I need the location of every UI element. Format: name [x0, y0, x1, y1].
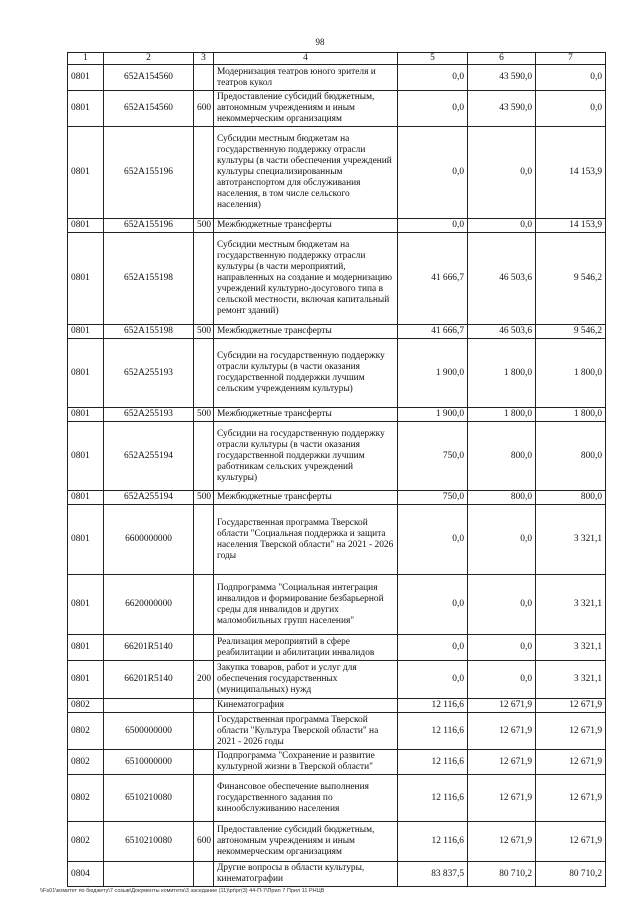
table-row: [68, 408, 606, 422]
col-header-expense-type: 3: [194, 53, 214, 65]
table-row: [68, 661, 606, 699]
cell-amount-1: 1 900,0: [398, 339, 468, 408]
cell-section: 0802: [68, 775, 104, 822]
table-row: [68, 699, 606, 713]
cell-amount-3: 12 671,9: [536, 822, 606, 862]
cell-amount-2: 43 590,0: [468, 91, 536, 127]
cell-expense-type: 500: [194, 408, 214, 422]
table-row: [68, 750, 606, 775]
cell-target-code: 6620000000: [104, 575, 194, 635]
cell-amount-2: 80 710,2: [468, 862, 536, 887]
table-row: [68, 575, 606, 635]
cell-target-code: 652A155196: [104, 127, 194, 219]
cell-target-code: 652A155196: [104, 219, 194, 233]
table-row: [68, 505, 606, 575]
cell-expense-type: [194, 127, 214, 219]
cell-expense-type: [194, 713, 214, 750]
cell-amount-3: 9 546,2: [536, 325, 606, 339]
cell-section: 0801: [68, 635, 104, 661]
cell-amount-2: 800,0: [468, 422, 536, 491]
cell-section: 0802: [68, 750, 104, 775]
page-number: 98: [315, 37, 325, 47]
cell-section: 0801: [68, 408, 104, 422]
cell-amount-1: 12 116,6: [398, 713, 468, 750]
cell-target-code: [104, 862, 194, 887]
cell-amount-3: 800,0: [536, 491, 606, 505]
table-row: [68, 233, 606, 325]
cell-amount-3: 12 671,9: [536, 713, 606, 750]
cell-section: 0801: [68, 325, 104, 339]
cell-amount-2: 43 590,0: [468, 65, 536, 91]
cell-expense-type: [194, 65, 214, 91]
cell-amount-3: 14 153,9: [536, 127, 606, 219]
cell-amount-1: 0,0: [398, 661, 468, 699]
cell-expense-type: [194, 775, 214, 822]
file-path-footer: \\Fs01\комитет по бюджету\7 созыв\Документы комитета\3 заседание (11)\pr\pr(3) 44-П-7\Прил 7 Прил 11 РНЦВ: [40, 888, 325, 894]
cell-name: Субсидии на государственную поддержку отрасли культуры (в части оказания государственной поддержки лучшим работникам сельских учреждений культуры): [214, 422, 398, 491]
cell-target-code: 6510210080: [104, 822, 194, 862]
cell-expense-type: 200: [194, 661, 214, 699]
cell-amount-3: 14 153,9: [536, 219, 606, 233]
cell-amount-2: 12 671,9: [468, 750, 536, 775]
cell-name: Субсидии на государственную поддержку отрасли культуры (в части оказания государственной поддержки лучшим сельским учреждениям культуры): [214, 339, 398, 408]
cell-target-code: 652A255193: [104, 339, 194, 408]
col-header-amount-3: 7: [536, 53, 606, 65]
col-header-target-code: 2: [104, 53, 194, 65]
cell-name: Межбюджетные трансферты: [214, 408, 398, 422]
cell-amount-1: 12 116,6: [398, 699, 468, 713]
cell-expense-type: 500: [194, 491, 214, 505]
cell-amount-1: 83 837,5: [398, 862, 468, 887]
cell-amount-1: 750,0: [398, 491, 468, 505]
cell-section: 0804: [68, 862, 104, 887]
cell-target-code: 6600000000: [104, 505, 194, 575]
cell-name: Кинематография: [214, 699, 398, 713]
cell-amount-1: 0,0: [398, 91, 468, 127]
cell-target-code: 6510000000: [104, 750, 194, 775]
cell-section: 0801: [68, 91, 104, 127]
cell-name: Другие вопросы в области культуры, кинематографии: [214, 862, 398, 887]
cell-target-code: 652A155198: [104, 325, 194, 339]
cell-expense-type: 600: [194, 822, 214, 862]
cell-section: 0801: [68, 339, 104, 408]
cell-section: 0802: [68, 699, 104, 713]
cell-amount-3: 12 671,9: [536, 750, 606, 775]
cell-amount-3: 800,0: [536, 422, 606, 491]
cell-name: Модернизация театров юного зрителя и театров кукол: [214, 65, 398, 91]
cell-amount-2: 1 800,0: [468, 408, 536, 422]
cell-amount-2: 46 503,6: [468, 325, 536, 339]
cell-name: Межбюджетные трансферты: [214, 219, 398, 233]
cell-name: Финансовое обеспечение выполнения государственного задания по кинообслуживанию населения: [214, 775, 398, 822]
cell-amount-1: 0,0: [398, 505, 468, 575]
cell-expense-type: [194, 750, 214, 775]
cell-expense-type: [194, 862, 214, 887]
table-row: [68, 339, 606, 408]
cell-amount-3: 0,0: [536, 91, 606, 127]
cell-amount-3: 0,0: [536, 65, 606, 91]
table-row: [68, 65, 606, 91]
cell-section: 0801: [68, 505, 104, 575]
budget-table: [67, 52, 606, 887]
cell-section: 0802: [68, 822, 104, 862]
table-row: [68, 635, 606, 661]
cell-amount-3: 3 321,1: [536, 661, 606, 699]
cell-amount-3: 80 710,2: [536, 862, 606, 887]
col-header-amount-1: 5: [398, 53, 468, 65]
cell-expense-type: [194, 505, 214, 575]
cell-amount-3: 12 671,9: [536, 699, 606, 713]
cell-section: 0801: [68, 491, 104, 505]
cell-amount-2: 800,0: [468, 491, 536, 505]
cell-amount-1: 12 116,6: [398, 822, 468, 862]
cell-expense-type: [194, 339, 214, 408]
cell-target-code: [104, 699, 194, 713]
cell-amount-3: 1 800,0: [536, 408, 606, 422]
cell-section: 0801: [68, 233, 104, 325]
cell-amount-2: 0,0: [468, 219, 536, 233]
cell-amount-3: 1 800,0: [536, 339, 606, 408]
cell-amount-2: 46 503,6: [468, 233, 536, 325]
cell-amount-1: 12 116,6: [398, 750, 468, 775]
cell-name: Предоставление субсидий бюджетным, автономным учреждениям и иным некоммерческим организациям: [214, 822, 398, 862]
col-header-name: 4: [214, 53, 398, 65]
cell-name: Подпрограмма "Социальная интеграция инвалидов и формирование безбарьерной среды для инвалидов и других маломобильных групп населения": [214, 575, 398, 635]
table-row: [68, 219, 606, 233]
cell-amount-1: 41 666,7: [398, 325, 468, 339]
cell-amount-2: 12 671,9: [468, 713, 536, 750]
cell-name: Межбюджетные трансферты: [214, 325, 398, 339]
cell-expense-type: [194, 635, 214, 661]
cell-name: Субсидии местным бюджетам на государственную поддержку отрасли культуры (в части обеспечения учреждений культуры специализированным автотранспортом для обслуживания населения, в том числе сельского населения): [214, 127, 398, 219]
table-body: [68, 65, 606, 887]
cell-target-code: 652A154560: [104, 91, 194, 127]
cell-section: 0801: [68, 127, 104, 219]
cell-amount-1: 1 900,0: [398, 408, 468, 422]
cell-expense-type: [194, 699, 214, 713]
cell-expense-type: [194, 233, 214, 325]
cell-amount-3: 9 546,2: [536, 233, 606, 325]
cell-expense-type: 500: [194, 325, 214, 339]
cell-amount-3: 3 321,1: [536, 635, 606, 661]
cell-amount-1: 0,0: [398, 65, 468, 91]
cell-target-code: 6510210080: [104, 775, 194, 822]
cell-name: Межбюджетные трансферты: [214, 491, 398, 505]
cell-target-code: 6500000000: [104, 713, 194, 750]
table-row: [68, 491, 606, 505]
cell-amount-2: 12 671,9: [468, 699, 536, 713]
cell-expense-type: [194, 575, 214, 635]
cell-section: 0801: [68, 575, 104, 635]
cell-amount-2: 0,0: [468, 575, 536, 635]
cell-amount-1: 0,0: [398, 127, 468, 219]
table-row: [68, 775, 606, 822]
cell-target-code: 652A255194: [104, 491, 194, 505]
cell-section: 0801: [68, 661, 104, 699]
table-row: [68, 862, 606, 887]
cell-amount-2: 0,0: [468, 635, 536, 661]
cell-amount-1: 12 116,6: [398, 775, 468, 822]
table-row: [68, 325, 606, 339]
cell-name: Закупка товаров, работ и услуг для обеспечения государственных (муниципальных) нужд: [214, 661, 398, 699]
cell-amount-2: 0,0: [468, 127, 536, 219]
col-header-amount-2: 6: [468, 53, 536, 65]
cell-section: 0801: [68, 422, 104, 491]
cell-amount-1: 0,0: [398, 575, 468, 635]
cell-amount-2: 1 800,0: [468, 339, 536, 408]
cell-section: 0802: [68, 713, 104, 750]
header-row: [68, 53, 606, 65]
cell-amount-3: 3 321,1: [536, 505, 606, 575]
table-row: [68, 822, 606, 862]
cell-amount-1: 41 666,7: [398, 233, 468, 325]
table-row: [68, 127, 606, 219]
cell-name: Подпрограмма "Сохранение и развитие культурной жизни в Тверской области": [214, 750, 398, 775]
cell-amount-2: 0,0: [468, 661, 536, 699]
cell-name: Реализация мероприятий в сфере реабилитации и абилитации инвалидов: [214, 635, 398, 661]
cell-expense-type: 500: [194, 219, 214, 233]
cell-expense-type: 600: [194, 91, 214, 127]
cell-amount-2: 0,0: [468, 505, 536, 575]
cell-target-code: 652A255194: [104, 422, 194, 491]
cell-name: Предоставление субсидий бюджетным, автономным учреждениям и иным некоммерческим организациям: [214, 91, 398, 127]
cell-name: Государственная программа Тверской области "Социальная поддержка и защита населения Тверской области" на 2021 - 2026 годы: [214, 505, 398, 575]
cell-amount-1: 0,0: [398, 219, 468, 233]
cell-amount-3: 3 321,1: [536, 575, 606, 635]
cell-amount-2: 12 671,9: [468, 775, 536, 822]
cell-name: Государственная программа Тверской области "Культура Тверской области" на 2021 - 2026 годы: [214, 713, 398, 750]
cell-amount-1: 0,0: [398, 635, 468, 661]
cell-name: Субсидии местным бюджетам на государственную поддержку отрасли культуры (в части мероприятий, направленных на создание и модернизацию учреждений культурно-досугового типа в сельской местности, включая капитальный ремонт зданий): [214, 233, 398, 325]
cell-target-code: 652A155198: [104, 233, 194, 325]
table-row: [68, 91, 606, 127]
cell-target-code: 66201R5140: [104, 635, 194, 661]
cell-target-code: 66201R5140: [104, 661, 194, 699]
cell-amount-3: 12 671,9: [536, 775, 606, 822]
cell-expense-type: [194, 422, 214, 491]
table-row: [68, 422, 606, 491]
cell-target-code: 652A154560: [104, 65, 194, 91]
cell-section: 0801: [68, 65, 104, 91]
cell-section: 0801: [68, 219, 104, 233]
col-header-section: 1: [68, 53, 104, 65]
table-row: [68, 713, 606, 750]
cell-target-code: 652A255193: [104, 408, 194, 422]
cell-amount-1: 750,0: [398, 422, 468, 491]
cell-amount-2: 12 671,9: [468, 822, 536, 862]
